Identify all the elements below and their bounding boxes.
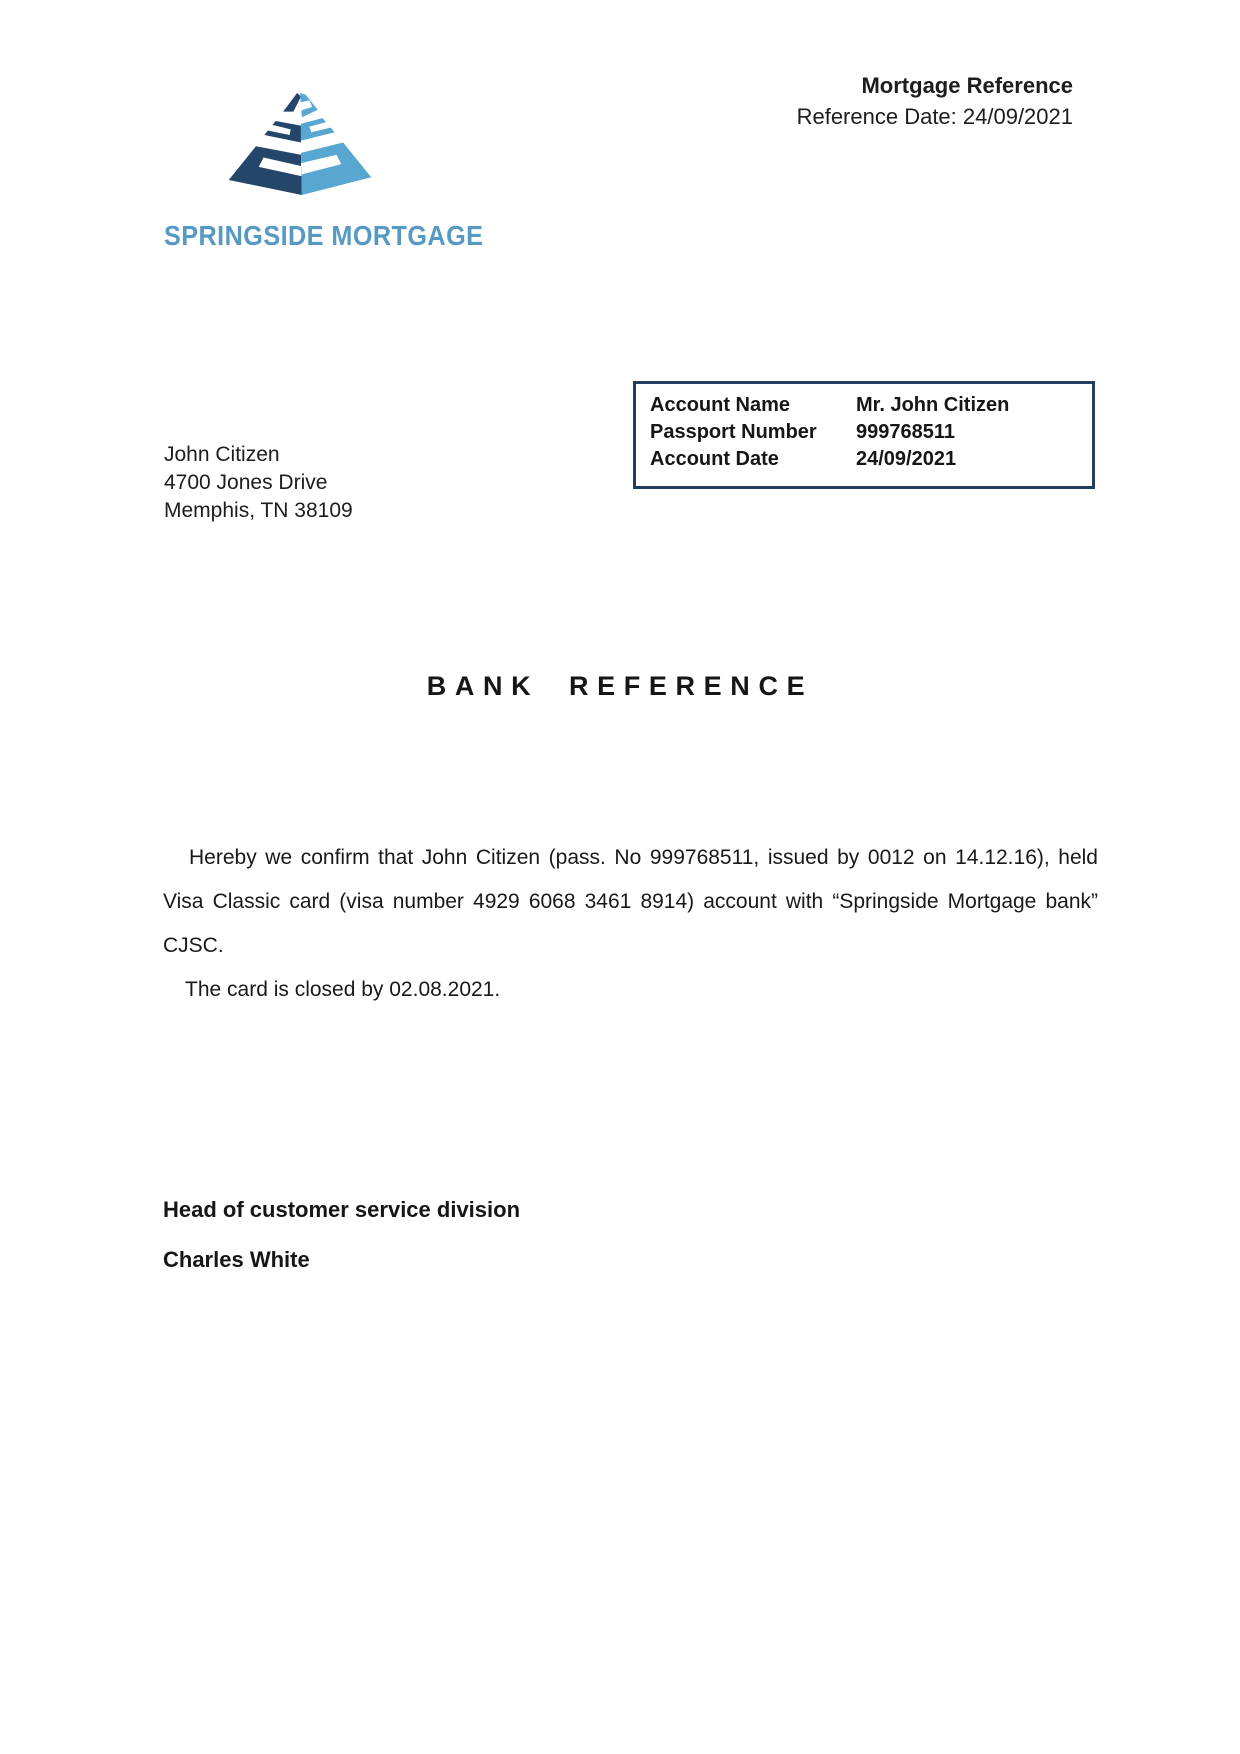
pyramid-apex-dark <box>283 93 301 112</box>
recipient-address <box>164 441 353 525</box>
card-closed-paragraph: The card is closed by 02.08.2021. <box>185 978 501 1001</box>
account-date-row <box>650 446 1082 473</box>
passport-number-value: 999768511 <box>856 421 956 443</box>
recipient-name: John Citizen <box>164 443 280 466</box>
account-name-row <box>650 392 1082 419</box>
signatory-name: Charles White <box>163 1247 310 1272</box>
company-logo-pyramid-icon <box>225 86 375 199</box>
account-date-value: 24/09/2021 <box>856 448 957 470</box>
recipient-street: 4700 Jones Drive <box>164 471 328 494</box>
letter-body <box>163 836 1098 1012</box>
confirmation-paragraph: Hereby we confirm that John Citizen (pass. No 999768511, issued by 0012 on 14.12.16), held Visa Classic card (visa number 4929 6068 3461 8914) account with “Springside Mortgage bank” CJSC. <box>163 846 1098 957</box>
reference-date: Reference Date: 24/09/2021 <box>796 104 1073 129</box>
page-title: BANK REFERENCE <box>426 671 814 701</box>
account-name-value: Mr. John Citizen <box>856 394 1010 416</box>
company-name: SPRINGSIDE MORTGAGE <box>164 220 484 251</box>
account-name-label: Account Name <box>650 394 791 416</box>
passport-number-row <box>650 419 1082 446</box>
account-date-label: Account Date <box>650 448 779 470</box>
document-type: Mortgage Reference <box>861 73 1073 98</box>
signatory-role: Head of customer service division <box>163 1197 521 1222</box>
recipient-city: Memphis, TN 38109 <box>164 499 353 522</box>
account-details-box <box>633 381 1095 489</box>
document-header <box>797 70 1073 132</box>
passport-number-label: Passport Number <box>650 421 817 443</box>
